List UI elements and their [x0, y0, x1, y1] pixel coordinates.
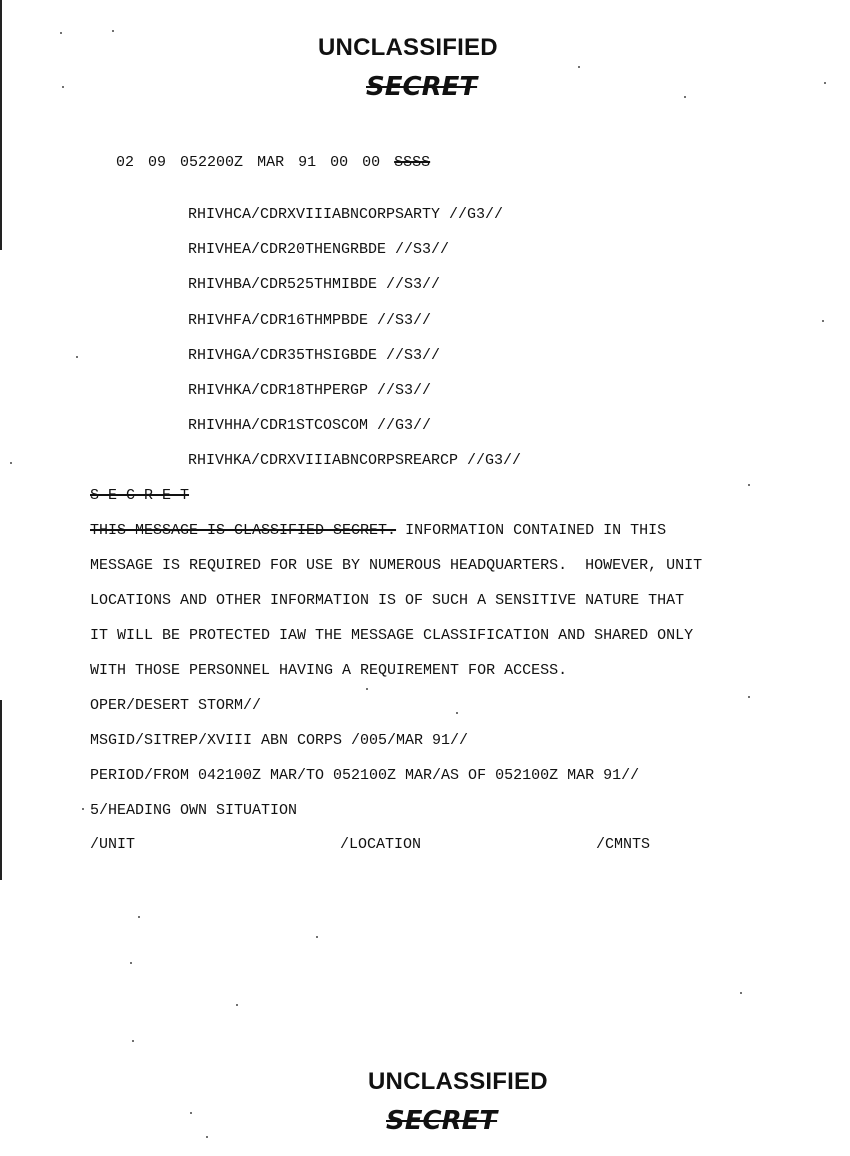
- addressee-line: RHIVHKA/CDRXVIIIABNCORPSREARCP //G3//: [188, 452, 522, 469]
- scan-speck: [130, 962, 132, 964]
- scan-speck: [236, 1004, 238, 1006]
- dtg-field: MAR: [257, 154, 285, 171]
- scan-speck: [190, 1112, 192, 1114]
- top-unclassified-label: UNCLASSIFIED: [318, 34, 498, 61]
- msgid-line: MSGID/SITREP/XVIII ABN CORPS /005/MAR 91//: [90, 732, 469, 749]
- dtg-struck-field: SSSS: [394, 154, 431, 171]
- message-line-rest: INFORMATION CONTAINED IN THIS: [396, 522, 667, 539]
- dtg-line: [90, 137, 444, 171]
- scan-edge-mark: [0, 0, 2, 250]
- dtg-field: 09: [148, 154, 167, 171]
- column-header-unit: /UNIT: [90, 836, 136, 853]
- scan-speck: [748, 696, 750, 698]
- scan-speck: [316, 936, 318, 938]
- message-line: [90, 522, 666, 539]
- addressee-line: RHIVHHA/CDR1STCOSCOM //G3//: [188, 417, 432, 434]
- addressee-line: RHIVHCA/CDRXVIIIABNCORPSARTY //G3//: [188, 206, 504, 223]
- scan-speck: [112, 30, 114, 32]
- scan-speck: [456, 712, 458, 714]
- oper-line: OPER/DESERT STORM//: [90, 697, 262, 714]
- addressee-line: RHIVHKA/CDR18THPERGP //S3//: [188, 382, 432, 399]
- addressee-line: RHIVHEA/CDR20THENGRBDE //S3//: [188, 241, 450, 258]
- dtg-field: 91: [298, 154, 317, 171]
- bottom-secret-stamp: SECRET: [386, 1106, 498, 1136]
- scan-speck: [132, 1040, 134, 1042]
- scan-edge-mark: [0, 700, 2, 880]
- scan-speck: [206, 1136, 208, 1138]
- dtg-field: 052200Z: [180, 154, 244, 171]
- scan-speck: [748, 484, 750, 486]
- dtg-field: 00: [330, 154, 349, 171]
- scan-speck: [366, 688, 368, 690]
- column-header-location: /LOCATION: [340, 836, 422, 853]
- message-line: LOCATIONS AND OTHER INFORMATION IS OF SUCH A SENSITIVE NATURE THAT: [90, 592, 685, 609]
- scan-speck: [824, 82, 826, 84]
- struck-classification-statement: THIS MESSAGE IS CLASSIFIED SECRET.: [90, 522, 397, 539]
- scan-speck: [10, 462, 12, 464]
- bottom-unclassified-label: UNCLASSIFIED: [368, 1068, 548, 1095]
- scan-speck: [76, 356, 78, 358]
- scan-speck: [62, 86, 64, 88]
- scan-speck: [822, 320, 824, 322]
- dtg-field: 00: [362, 154, 381, 171]
- scan-speck: [138, 916, 140, 918]
- addressee-line: RHIVHBA/CDR525THMIBDE //S3//: [188, 276, 441, 293]
- dtg-field: 02: [116, 154, 135, 171]
- column-header-comments: /CMNTS: [596, 836, 651, 853]
- top-secret-stamp: SECRET: [366, 72, 478, 102]
- addressee-line: RHIVHFA/CDR16THMPBDE //S3//: [188, 312, 432, 329]
- scan-speck: [684, 96, 686, 98]
- period-line: PERIOD/FROM 042100Z MAR/TO 052100Z MAR/AS OF 052100Z MAR 91//: [90, 767, 640, 784]
- scan-speck: [740, 992, 742, 994]
- addressee-line: RHIVHGA/CDR35THSIGBDE //S3//: [188, 347, 441, 364]
- scan-speck: [578, 66, 580, 68]
- message-line: MESSAGE IS REQUIRED FOR USE BY NUMEROUS HEADQUARTERS. HOWEVER, UNIT: [90, 557, 703, 574]
- message-line: WITH THOSE PERSONNEL HAVING A REQUIREMENT FOR ACCESS.: [90, 662, 568, 679]
- scan-speck: [82, 808, 84, 810]
- heading-line: 5/HEADING OWN SITUATION: [90, 802, 298, 819]
- message-line: IT WILL BE PROTECTED IAW THE MESSAGE CLASSIFICATION AND SHARED ONLY: [90, 627, 694, 644]
- scan-speck: [60, 32, 62, 34]
- struck-classification-line: S E C R E T: [90, 487, 190, 504]
